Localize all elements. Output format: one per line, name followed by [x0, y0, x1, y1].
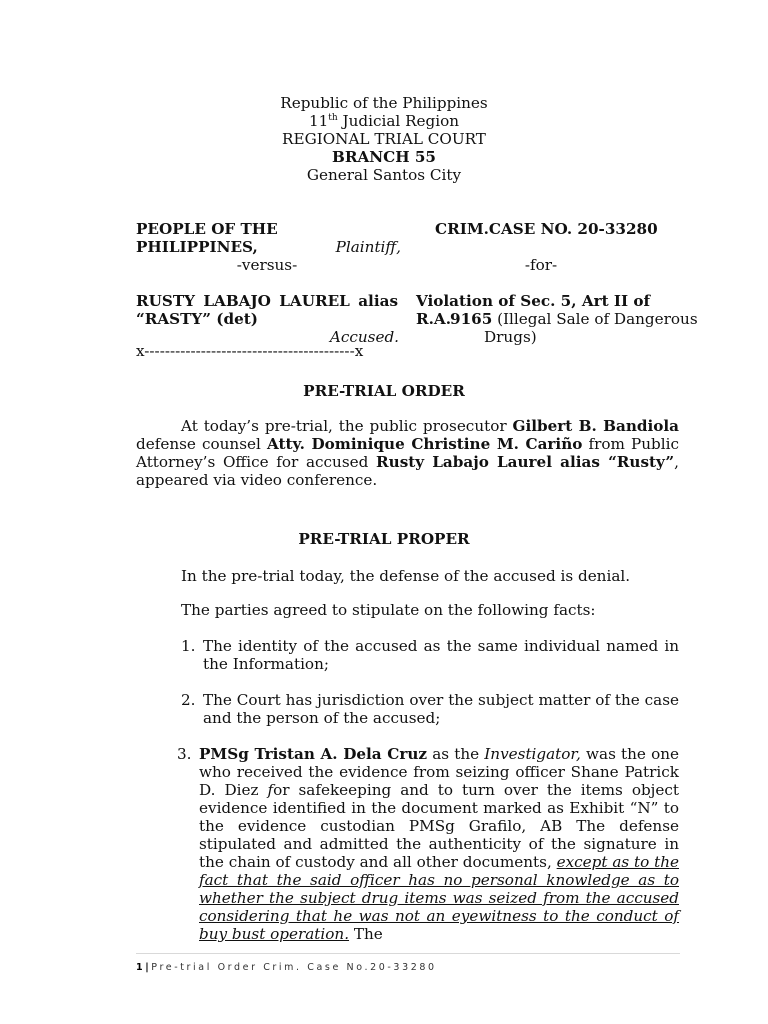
exception-clause: except as to the fact that the said officer has no personal knowledge as to whether the subject drug items was seized from the accused considering that he was not an eyewitness to the conduct of buy bust operation. [199, 853, 679, 943]
case-caption [136, 220, 698, 360]
page-footer: 1|Pre-trial Order Crim. Case No.20-33280 [136, 962, 437, 973]
investigator-name: PMSg Tristan A. Dela Cruz [199, 745, 428, 763]
document-page: Republic of the Philippines 11th Judicial Region REGIONAL TRIAL COURT BRANCH 55 General Santos City PEOPLE OF THE PHILIPPINES, CRIM.CASE NO. 20-33280 Plaintiff, -versus- -for- RUSTY LABAJO LAUREL alias Violation of Sec. 5, Art II of R.A. “RASTY” (det) 9165 (Illegal Sale of Dangerous Accused. Drugs) x-----------------------------------------x PRE-TRIAL ORDER At today’s pre-trial, the public prosecutor Gilbert B. Bandiola defense counsel Atty. Dominique Christine M. Cariño from Public Attorney’s Office for accused Rusty Labajo Laurel alias “Rusty”, appeared via video conference. PRE-TRIAL PROPER In the pre-trial today, the defense of the accused is denial. The parties agreed to stipulate on the following facts: 1. The identity of the accused as the same individual named in the Information; 2. The Court has jurisdiction over the subject matter of the case and the person of the accused; 3. PMSg Tristan A. Dela Cruz as the Investigator, was the one who received the evidence from seizing officer Shane Patrick D. Diez for safekeeping and to turn over the items object evidence identified in the document marked as Exhibit “N” to the evidence custodian PMSg Grafilo, AB The defense stipulated and admitted the authenticity of the signature in the chain of custody and all other documents, except as to the fact that the said officer has no personal knowledge as to whether the subject drug items was seized from the accused considering that he was not an eyewitness to the conduct of buy bust operation. The 1|Pre-trial Order Crim. Case No.20-33280 [0, 0, 768, 1024]
page-number: 1 [136, 962, 146, 973]
accused-alias: “RASTY” (det) [136, 310, 258, 328]
defense-statement: In the pre-trial today, the defense of the accused is denial. [181, 567, 631, 585]
court-header [0, 94, 768, 184]
pre-trial-order-title: PRE-TRIAL ORDER [303, 382, 465, 400]
case-number: CRIM.CASE NO. 20-33280 [435, 220, 658, 238]
judicial-region-line: 11th Judicial Region [308, 112, 460, 130]
plaintiff-role: Plaintiff, [335, 238, 401, 256]
city-line: General Santos City [306, 166, 462, 184]
footer-text: Pre-trial Order Crim. Case No.20-33280 [151, 962, 437, 973]
defense-counsel-name: Atty. Dominique Christine M. Cariño [266, 435, 583, 453]
charge-line-1: Violation of Sec. 5, Art II of R.A. [416, 292, 651, 328]
charge-line-3: Drugs) [484, 328, 537, 346]
branch-line: BRANCH 55 [332, 148, 436, 166]
prosecutor-name: Gilbert B. Bandiola [512, 417, 679, 435]
accused-role: Accused. [329, 328, 399, 346]
accused-name: RUSTY LABAJO LAUREL alias [136, 292, 398, 310]
accused-name-inline: Rusty Labajo Laurel alias “Rusty” [376, 453, 675, 471]
republic-line: Republic of the Philippines [280, 94, 488, 112]
plaintiff-name: PEOPLE OF THE PHILIPPINES, [136, 220, 278, 256]
caption-separator: x-----------------------------------------x [136, 342, 364, 360]
pre-trial-proper-title: PRE-TRIAL PROPER [298, 530, 470, 548]
intro-paragraph: At today’s pre-trial, the public prosecutor Gilbert B. Bandiola defense counsel Atty. Dominique Christine M. Cariño from Public Attorney’s Office for accused Rusty Labajo Laurel alias “Rusty”, appeared via video conference. [136, 417, 679, 489]
for-label: -for- [524, 256, 558, 274]
footer-divider [136, 953, 680, 954]
charge-line-2: 9165 (Illegal Sale of Dangerous [450, 310, 698, 328]
court-name-line: REGIONAL TRIAL COURT [282, 130, 486, 148]
versus-label: -versus- [236, 256, 298, 274]
stipulation-intro: The parties agreed to stipulate on the following facts: [181, 601, 596, 619]
